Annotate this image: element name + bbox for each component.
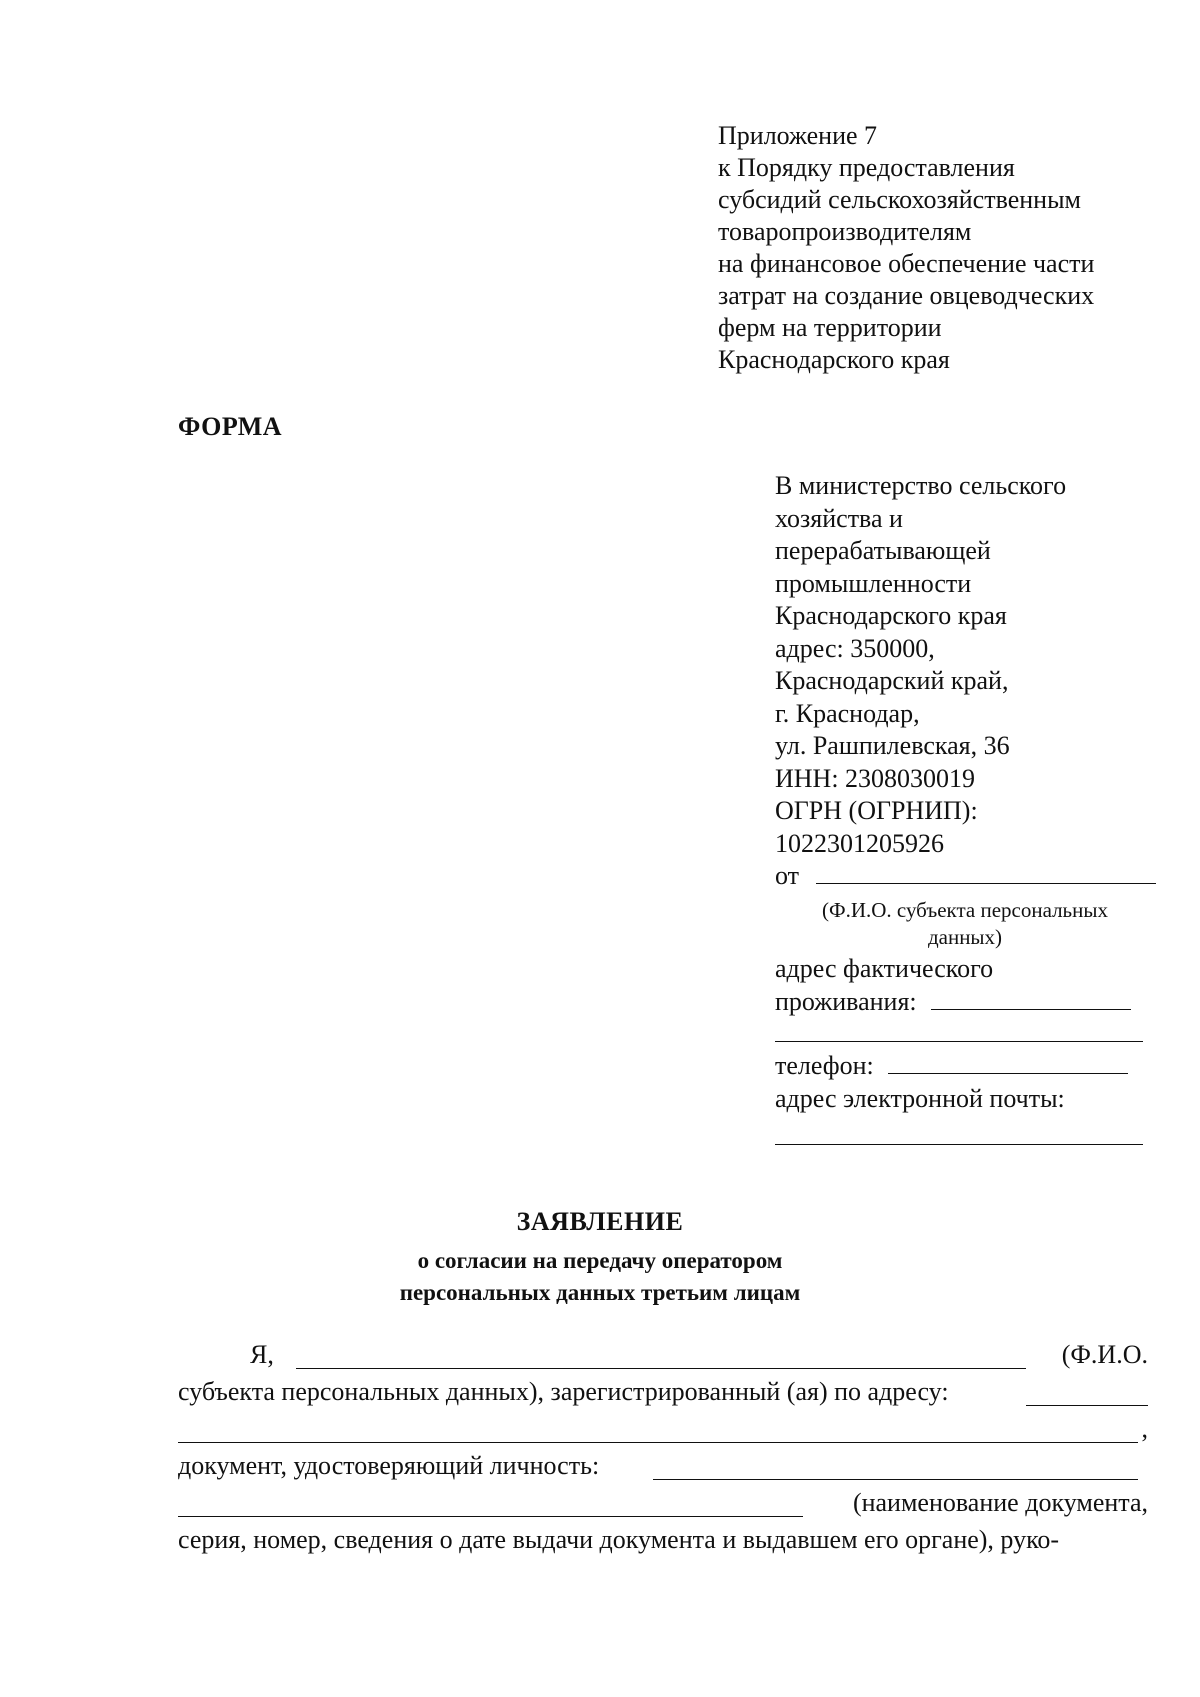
registered-address-label: субъекта персональных данных), зарегистрированный (ая) по адресу:	[178, 1377, 949, 1406]
fio-blank[interactable]	[296, 1346, 1026, 1369]
recipient-line: хозяйства и	[775, 503, 903, 533]
appendix-header	[718, 120, 1158, 376]
statement-subtitle-line: о согласии на передачу оператором	[417, 1248, 783, 1273]
phone-blank[interactable]	[888, 1051, 1128, 1074]
recipient-contact-block	[775, 953, 1155, 1161]
doc-name-hint: (наименование документа,	[852, 1488, 1148, 1517]
body-row-3	[178, 1414, 1148, 1448]
phone-row	[775, 1050, 1155, 1083]
body-row-6	[178, 1525, 1148, 1559]
email-row	[775, 1115, 1155, 1161]
appendix-line: ферм на территории	[718, 313, 942, 342]
fio-paren-label: (Ф.И.О.	[1061, 1340, 1148, 1369]
recipient-line: г. Краснодар,	[775, 698, 920, 728]
address-row-2	[775, 1018, 1155, 1050]
fio-hint	[775, 897, 1155, 951]
recipient-line: ул. Рашпилевская, 36	[775, 731, 1010, 760]
identity-doc-blank-2[interactable]	[178, 1494, 803, 1517]
registered-address-blank[interactable]	[1026, 1383, 1148, 1406]
appendix-line: Приложение 7	[718, 121, 878, 150]
address-row	[775, 986, 1155, 1019]
recipient-line: В министерство сельского	[775, 471, 1067, 500]
recipient-line: 1022301205926	[775, 828, 944, 858]
appendix-line: субсидий сельскохозяйственным	[718, 185, 1081, 214]
recipient-line: Краснодарского края	[775, 601, 1007, 630]
recipient-line: ОГРН (ОГРНИП):	[775, 796, 978, 825]
appendix-line: товаропроизводителям	[718, 217, 972, 246]
recipient-block	[775, 470, 1155, 893]
address-blank[interactable]	[931, 987, 1131, 1010]
recipient-line: промышленности	[775, 568, 972, 598]
statement-subtitle	[0, 1245, 1200, 1309]
appendix-line: затрат на создание овцеводческих	[718, 281, 1095, 310]
recipient-line: перерабатывающей	[775, 536, 991, 565]
fio-hint-line: (Ф.И.О. субъекта персональных	[822, 898, 1108, 922]
fio-hint-line: данных)	[927, 925, 1003, 949]
from-label: от	[775, 861, 800, 890]
statement-title: ЗАЯВЛЕНИЕ	[516, 1207, 684, 1236]
body-row-2	[178, 1377, 1148, 1411]
from-fio-blank[interactable]	[816, 861, 1156, 884]
appendix-line: к Порядку предоставления	[718, 153, 1015, 182]
body-row-5	[178, 1488, 1148, 1522]
identity-doc-blank[interactable]	[653, 1457, 1138, 1480]
address-blank-2[interactable]	[775, 1019, 1143, 1042]
appendix-line: на финансовое обеспечение части	[718, 249, 1095, 278]
recipient-line: ИНН: 2308030019	[775, 763, 976, 793]
ya-label: Я,	[250, 1340, 274, 1369]
from-row	[775, 860, 1155, 893]
body-row-1	[178, 1340, 1148, 1374]
email-label: адрес электронной почты:	[775, 1083, 1065, 1113]
comma: ,	[1141, 1414, 1148, 1443]
statement-subtitle-line: персональных данных третьим лицам	[399, 1280, 801, 1305]
identity-doc-label: документ, удостоверяющий личность:	[178, 1451, 600, 1480]
email-blank[interactable]	[775, 1122, 1143, 1145]
recipient-line: адрес: 350000,	[775, 633, 935, 663]
recipient-line: Краснодарский край,	[775, 666, 1009, 695]
appendix-line: Краснодарского края	[718, 345, 950, 374]
doc-details-text: серия, номер, сведения о дате выдачи документа и выдавшем его органе), руко-	[178, 1525, 1060, 1554]
registered-address-blank-2[interactable]	[178, 1420, 1138, 1443]
form-label: ФОРМА	[178, 412, 283, 441]
body-row-4	[178, 1451, 1148, 1485]
address-label: адрес фактического	[775, 954, 994, 983]
phone-label: телефон:	[775, 1051, 874, 1080]
address-label-2: проживания:	[775, 986, 917, 1016]
